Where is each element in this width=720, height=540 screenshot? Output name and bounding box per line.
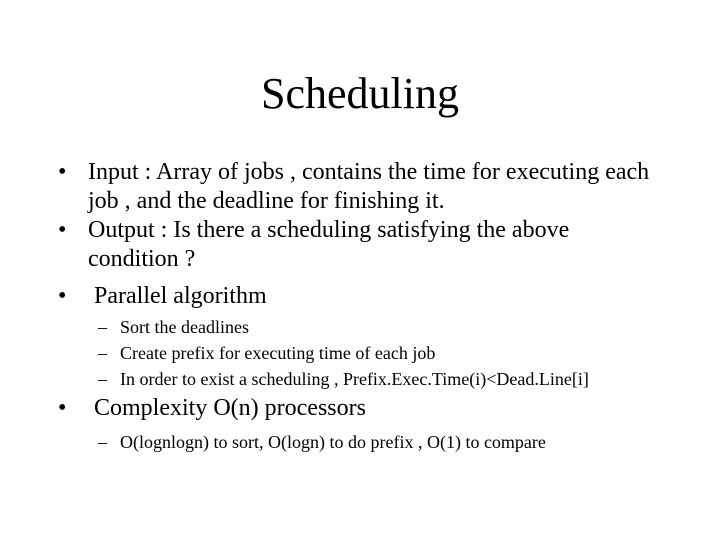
dash-symbol: – xyxy=(98,317,107,337)
subitem-text: In order to exist a scheduling , Prefix.Exec.Time(i)<Dead.Line[i] xyxy=(120,369,589,389)
bullet-symbol: • xyxy=(58,395,67,421)
bullet-text-line: job , and the deadline for finishing it. xyxy=(88,188,445,214)
subitem-text: Create prefix for executing time of each job xyxy=(120,343,436,363)
slide-title: Scheduling xyxy=(261,69,459,118)
dash-symbol: – xyxy=(98,343,107,363)
bullet-input xyxy=(58,158,678,216)
subitem-text: Sort the deadlines xyxy=(120,317,249,337)
bullet-symbol: • xyxy=(58,217,67,243)
bullet-text-line: Output : Is there a scheduling satisfying the above xyxy=(88,217,570,243)
bullet-symbol: • xyxy=(58,283,67,309)
bullet-text-line: condition ? xyxy=(88,246,196,272)
dash-symbol: – xyxy=(98,432,107,452)
bullet-complexity xyxy=(58,394,678,423)
bullet-output xyxy=(58,216,678,274)
dash-symbol: – xyxy=(98,369,107,389)
subitem-text: O(lognlogn) to sort, O(logn) to do prefix , O(1) to compare xyxy=(120,432,546,452)
bullet-text-line: Input : Array of jobs , contains the time for executing each xyxy=(88,159,650,185)
bullet-text-line: Parallel algorithm xyxy=(88,283,267,309)
bullet-text-line: Complexity O(n) processors xyxy=(88,395,366,421)
bullet-symbol: • xyxy=(58,159,67,185)
bullet-parallel-algorithm xyxy=(58,282,678,311)
